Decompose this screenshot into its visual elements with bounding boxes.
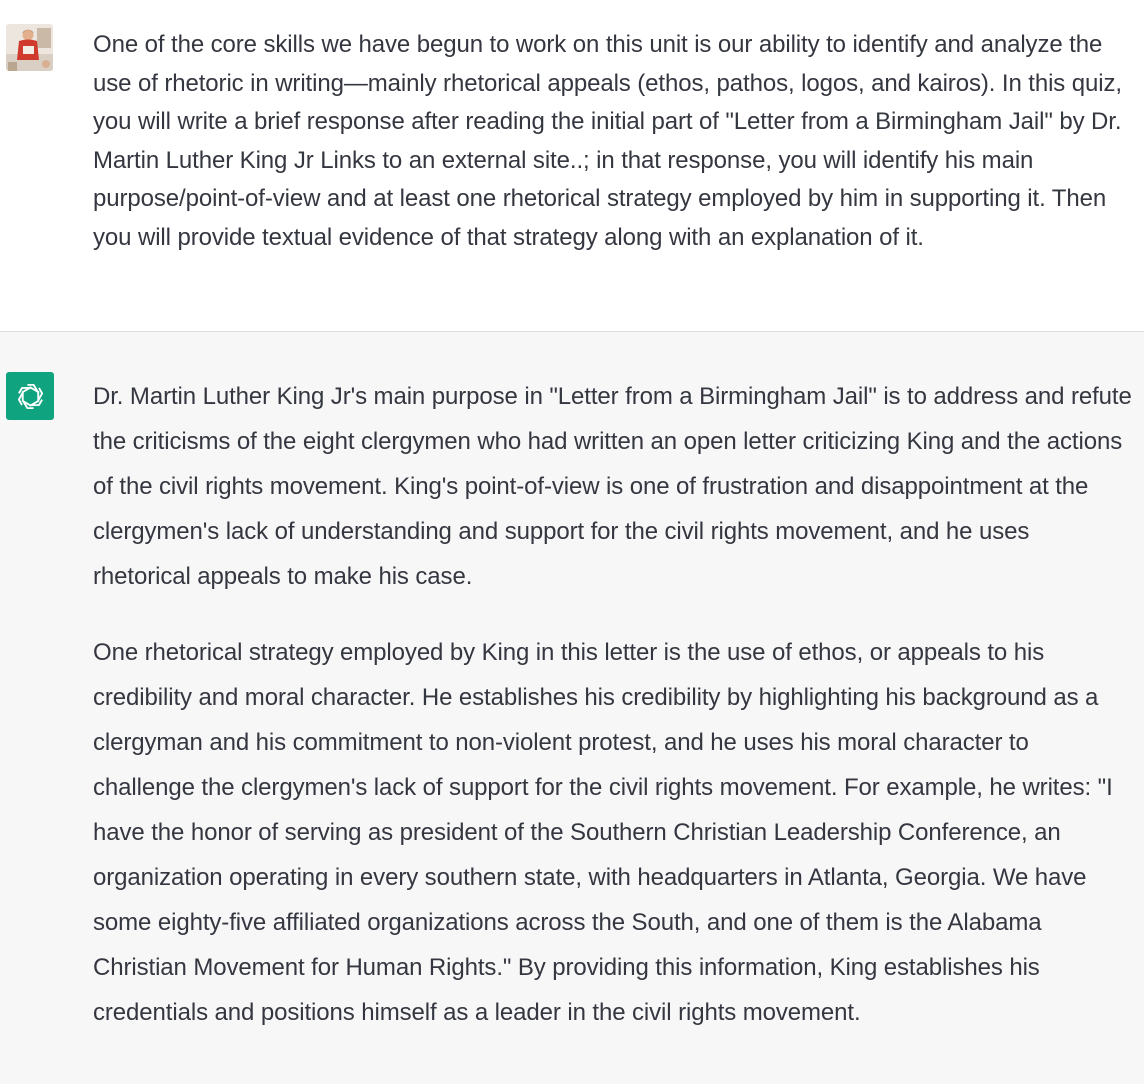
user-message-text: One of the core skills we have begun to work on this unit is our ability to identify and analyze the use of rhetoric in writing—mainly rhetorical appeals (ethos, pathos, logos, and kairos). In this quiz, you will write a brief response after reading the initial part of "Letter from a Birmingham Jail" by Dr. Martin Luther King Jr Links to an external site..; in that response, you will identify his main purpose/point-of-view and at least one rhetorical strategy employed by him in supporting it. Then you will provide textual evidence of that strategy along with an explanation of it. — [93, 31, 1122, 251]
user-photo-image — [6, 24, 53, 71]
assistant-message-text — [93, 374, 1133, 1066]
openai-logo-icon — [15, 381, 46, 412]
assistant-avatar — [6, 372, 54, 420]
user-message — [0, 0, 1144, 332]
assistant-paragraph: Dr. Martin Luther King Jr's main purpose in "Letter from a Birmingham Jail" is to address and refute the criticisms of the eight clergymen who had written an open letter criticizing King and the actions of the civil rights movement. King's point-of-view is one of frustration and disappointment at the clergymen's lack of understanding and support for the civil rights movement, and he uses rhetorical appeals to make his case. — [93, 383, 1132, 590]
assistant-paragraph: One rhetorical strategy employed by King in this letter is the use of ethos, or appeals to his credibility and moral character. He establishes his credibility by highlighting his background as a clergyman and his commitment to non-violent protest, and he uses his moral character to challenge the clergymen's lack of support for the civil rights movement. For example, he writes: "I have the honor of serving as president of the Southern Christian Leadership Conference, an organization operating in every southern state, with headquarters in Atlanta, Georgia. We have some eighty-five affiliated organizations across the South, and one of them is the Alabama Christian Movement for Human Rights." By providing this information, King establishes his credentials and positions himself as a leader in the civil rights movement. — [93, 639, 1113, 1026]
user-avatar — [6, 24, 53, 71]
